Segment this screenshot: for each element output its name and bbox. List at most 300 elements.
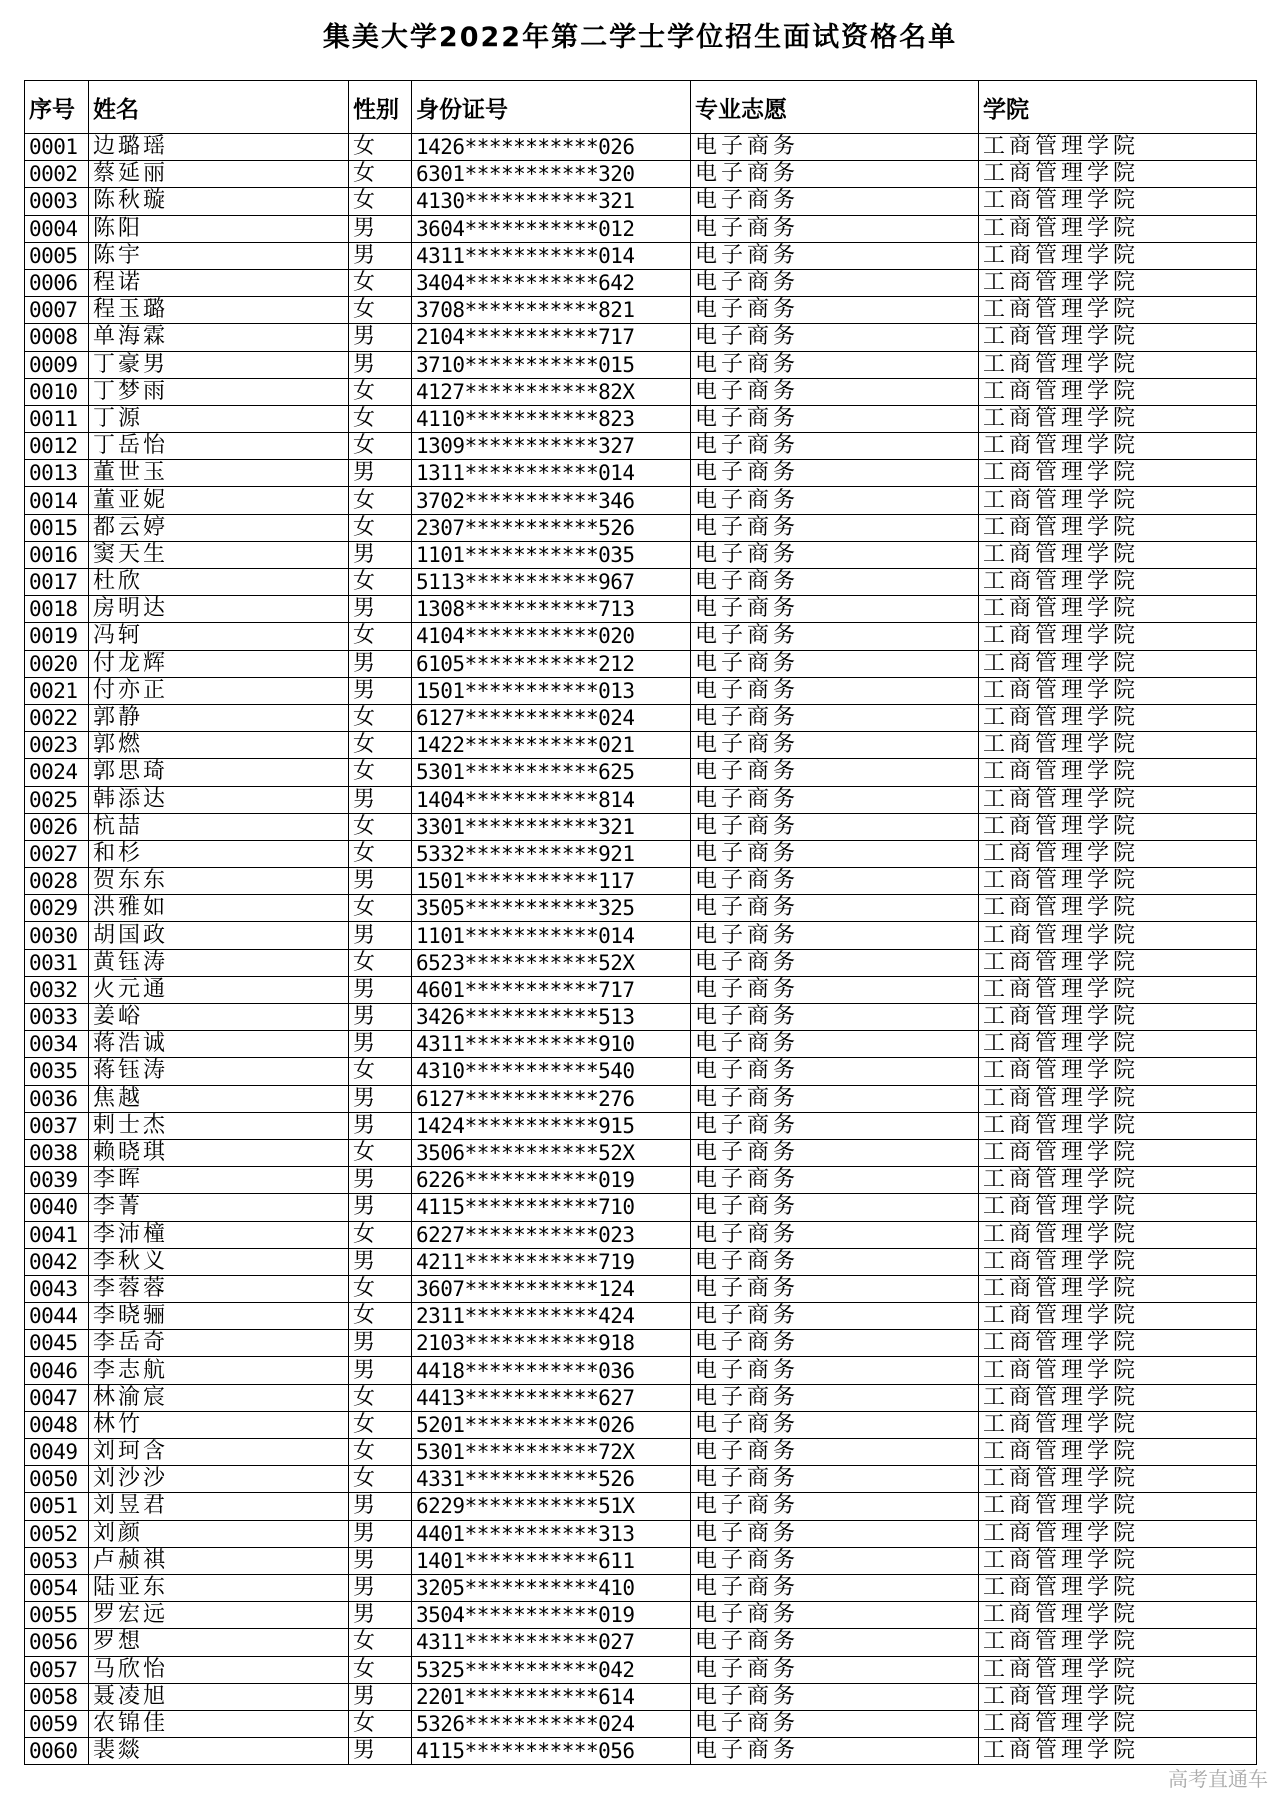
cell-name: 郭思琦 [89, 759, 349, 786]
cell-name: 马欣怡 [89, 1656, 349, 1683]
cell-gender: 女 [349, 623, 412, 650]
cell-seq: 0047 [25, 1384, 89, 1411]
cell-seq: 0056 [25, 1629, 89, 1656]
cell-major: 电子商务 [691, 1303, 979, 1330]
cell-seq: 0018 [25, 596, 89, 623]
cell-college: 工商管理学院 [979, 351, 1257, 378]
cell-major: 电子商务 [691, 569, 979, 596]
cell-gender: 女 [349, 161, 412, 188]
cell-major: 电子商务 [691, 514, 979, 541]
cell-major: 电子商务 [691, 1330, 979, 1357]
cell-college: 工商管理学院 [979, 460, 1257, 487]
cell-id-number: 1401***********611 [412, 1547, 691, 1574]
cell-gender: 男 [349, 1683, 412, 1710]
cell-id-number: 4601***********717 [412, 976, 691, 1003]
cell-id-number: 1501***********013 [412, 677, 691, 704]
cell-major: 电子商务 [691, 596, 979, 623]
cell-gender: 男 [349, 1738, 412, 1765]
cell-id-number: 1101***********014 [412, 922, 691, 949]
cell-id-number: 2201***********614 [412, 1683, 691, 1710]
cell-seq: 0010 [25, 378, 89, 405]
cell-id-number: 4401***********313 [412, 1520, 691, 1547]
cell-seq: 0044 [25, 1303, 89, 1330]
cell-id-number: 5332***********921 [412, 840, 691, 867]
cell-gender: 男 [349, 976, 412, 1003]
cell-name: 杜欣 [89, 569, 349, 596]
cell-gender: 女 [349, 269, 412, 296]
cell-seq: 0042 [25, 1248, 89, 1275]
cell-college: 工商管理学院 [979, 1656, 1257, 1683]
cell-gender: 女 [349, 1058, 412, 1085]
cell-major: 电子商务 [691, 1574, 979, 1601]
cell-gender: 女 [349, 433, 412, 460]
table-row [25, 1547, 1257, 1574]
cell-name: 董亚妮 [89, 487, 349, 514]
cell-seq: 0005 [25, 242, 89, 269]
cell-name: 程诺 [89, 269, 349, 296]
cell-major: 电子商务 [691, 868, 979, 895]
cell-college: 工商管理学院 [979, 297, 1257, 324]
table-row [25, 1738, 1257, 1765]
cell-major: 电子商务 [691, 1547, 979, 1574]
cell-name: 李晓骊 [89, 1303, 349, 1330]
cell-major: 电子商务 [691, 297, 979, 324]
cell-college: 工商管理学院 [979, 1574, 1257, 1601]
cell-seq: 0052 [25, 1520, 89, 1547]
table-row [25, 1520, 1257, 1547]
cell-college: 工商管理学院 [979, 1683, 1257, 1710]
cell-name: 陆亚东 [89, 1574, 349, 1601]
cell-seq: 0043 [25, 1275, 89, 1302]
cell-seq: 0039 [25, 1167, 89, 1194]
cell-gender: 女 [349, 569, 412, 596]
cell-college: 工商管理学院 [979, 1547, 1257, 1574]
watermark-text: 高考直通车 [1168, 1767, 1268, 1791]
cell-name: 黄钰涛 [89, 949, 349, 976]
cell-major: 电子商务 [691, 1031, 979, 1058]
cell-seq: 0007 [25, 297, 89, 324]
cell-id-number: 4311***********014 [412, 242, 691, 269]
table-row [25, 1466, 1257, 1493]
cell-major: 电子商务 [691, 188, 979, 215]
cell-name: 蔡延丽 [89, 161, 349, 188]
table-row [25, 1004, 1257, 1031]
cell-name: 裴燚 [89, 1738, 349, 1765]
cell-name: 陈阳 [89, 215, 349, 242]
cell-major: 电子商务 [691, 269, 979, 296]
cell-major: 电子商务 [691, 732, 979, 759]
cell-id-number: 3710***********015 [412, 351, 691, 378]
header-major: 专业志愿 [691, 81, 979, 134]
table-header-row [25, 81, 1257, 134]
cell-college: 工商管理学院 [979, 1330, 1257, 1357]
table-row [25, 1031, 1257, 1058]
cell-seq: 0041 [25, 1221, 89, 1248]
cell-college: 工商管理学院 [979, 1194, 1257, 1221]
table-row [25, 1139, 1257, 1166]
cell-id-number: 4115***********056 [412, 1738, 691, 1765]
cell-id-number: 2103***********918 [412, 1330, 691, 1357]
cell-major: 电子商务 [691, 324, 979, 351]
cell-gender: 女 [349, 759, 412, 786]
cell-id-number: 3404***********642 [412, 269, 691, 296]
cell-college: 工商管理学院 [979, 1466, 1257, 1493]
cell-seq: 0038 [25, 1139, 89, 1166]
cell-college: 工商管理学院 [979, 1629, 1257, 1656]
table-row [25, 732, 1257, 759]
cell-name: 窦天生 [89, 541, 349, 568]
cell-major: 电子商务 [691, 1656, 979, 1683]
table-row [25, 433, 1257, 460]
cell-name: 丁岳怡 [89, 433, 349, 460]
cell-name: 冯轲 [89, 623, 349, 650]
cell-college: 工商管理学院 [979, 868, 1257, 895]
cell-name: 李岳奇 [89, 1330, 349, 1357]
cell-seq: 0037 [25, 1112, 89, 1139]
cell-major: 电子商务 [691, 541, 979, 568]
cell-college: 工商管理学院 [979, 569, 1257, 596]
cell-id-number: 3506***********52X [412, 1139, 691, 1166]
cell-seq: 0040 [25, 1194, 89, 1221]
cell-id-number: 3607***********124 [412, 1275, 691, 1302]
cell-major: 电子商务 [691, 786, 979, 813]
cell-gender: 女 [349, 405, 412, 432]
cell-gender: 男 [349, 1330, 412, 1357]
cell-seq: 0021 [25, 677, 89, 704]
table-row [25, 1330, 1257, 1357]
cell-seq: 0032 [25, 976, 89, 1003]
table-row [25, 1683, 1257, 1710]
cell-gender: 女 [349, 895, 412, 922]
table-row [25, 541, 1257, 568]
cell-gender: 男 [349, 215, 412, 242]
table-row [25, 1303, 1257, 1330]
cell-name: 李志航 [89, 1357, 349, 1384]
table-row [25, 596, 1257, 623]
cell-gender: 女 [349, 704, 412, 731]
cell-name: 洪雅如 [89, 895, 349, 922]
cell-major: 电子商务 [691, 840, 979, 867]
cell-college: 工商管理学院 [979, 1167, 1257, 1194]
cell-college: 工商管理学院 [979, 134, 1257, 161]
cell-id-number: 4127***********82X [412, 378, 691, 405]
table-row [25, 1574, 1257, 1601]
cell-id-number: 2307***********526 [412, 514, 691, 541]
cell-gender: 男 [349, 460, 412, 487]
cell-id-number: 5301***********625 [412, 759, 691, 786]
cell-major: 电子商务 [691, 1683, 979, 1710]
cell-gender: 女 [349, 378, 412, 405]
cell-college: 工商管理学院 [979, 378, 1257, 405]
cell-name: 李秋义 [89, 1248, 349, 1275]
cell-name: 陈宇 [89, 242, 349, 269]
table-row [25, 1656, 1257, 1683]
cell-id-number: 4418***********036 [412, 1357, 691, 1384]
cell-gender: 男 [349, 677, 412, 704]
page-title: 集美大学2022年第二学士学位招生面试资格名单 [322, 22, 958, 53]
table-row [25, 1194, 1257, 1221]
cell-major: 电子商务 [691, 1357, 979, 1384]
cell-college: 工商管理学院 [979, 405, 1257, 432]
table-row [25, 623, 1257, 650]
cell-college: 工商管理学院 [979, 623, 1257, 650]
cell-major: 电子商务 [691, 922, 979, 949]
cell-major: 电子商务 [691, 1493, 979, 1520]
cell-major: 电子商务 [691, 1167, 979, 1194]
table-row [25, 868, 1257, 895]
table-row [25, 1629, 1257, 1656]
cell-seq: 0027 [25, 840, 89, 867]
cell-name: 边璐瑶 [89, 134, 349, 161]
cell-college: 工商管理学院 [979, 1411, 1257, 1438]
cell-seq: 0006 [25, 269, 89, 296]
cell-seq: 0028 [25, 868, 89, 895]
header-name: 姓名 [89, 81, 349, 134]
cell-gender: 女 [349, 1275, 412, 1302]
cell-seq: 0033 [25, 1004, 89, 1031]
cell-id-number: 6523***********52X [412, 949, 691, 976]
cell-name: 丁豪男 [89, 351, 349, 378]
cell-college: 工商管理学院 [979, 732, 1257, 759]
cell-name: 李蓉蓉 [89, 1275, 349, 1302]
cell-name: 姜峪 [89, 1004, 349, 1031]
cell-seq: 0058 [25, 1683, 89, 1710]
cell-seq: 0013 [25, 460, 89, 487]
cell-seq: 0022 [25, 704, 89, 731]
cell-name: 林渝宸 [89, 1384, 349, 1411]
cell-seq: 0019 [25, 623, 89, 650]
cell-id-number: 2104***********717 [412, 324, 691, 351]
cell-seq: 0060 [25, 1738, 89, 1765]
cell-major: 电子商务 [691, 242, 979, 269]
cell-id-number: 1101***********035 [412, 541, 691, 568]
cell-major: 电子商务 [691, 1004, 979, 1031]
cell-id-number: 1501***********117 [412, 868, 691, 895]
cell-name: 李晖 [89, 1167, 349, 1194]
cell-seq: 0020 [25, 650, 89, 677]
table-row [25, 378, 1257, 405]
cell-gender: 男 [349, 1112, 412, 1139]
cell-id-number: 1426***********026 [412, 134, 691, 161]
cell-id-number: 1311***********014 [412, 460, 691, 487]
cell-seq: 0023 [25, 732, 89, 759]
cell-college: 工商管理学院 [979, 976, 1257, 1003]
cell-seq: 0001 [25, 134, 89, 161]
cell-id-number: 4331***********526 [412, 1466, 691, 1493]
table-row [25, 677, 1257, 704]
cell-college: 工商管理学院 [979, 1275, 1257, 1302]
cell-college: 工商管理学院 [979, 1139, 1257, 1166]
cell-major: 电子商务 [691, 1085, 979, 1112]
cell-gender: 女 [349, 188, 412, 215]
cell-seq: 0049 [25, 1439, 89, 1466]
table-row [25, 405, 1257, 432]
cell-id-number: 1309***********327 [412, 433, 691, 460]
cell-gender: 男 [349, 650, 412, 677]
cell-name: 陈秋璇 [89, 188, 349, 215]
cell-id-number: 3301***********321 [412, 813, 691, 840]
cell-major: 电子商务 [691, 1411, 979, 1438]
cell-seq: 0057 [25, 1656, 89, 1683]
cell-college: 工商管理学院 [979, 1520, 1257, 1547]
cell-major: 电子商务 [691, 650, 979, 677]
cell-major: 电子商务 [691, 460, 979, 487]
cell-college: 工商管理学院 [979, 786, 1257, 813]
cell-seq: 0002 [25, 161, 89, 188]
cell-college: 工商管理学院 [979, 704, 1257, 731]
cell-name: 刘昱君 [89, 1493, 349, 1520]
cell-name: 农锦佳 [89, 1710, 349, 1737]
cell-name: 房明达 [89, 596, 349, 623]
cell-seq: 0008 [25, 324, 89, 351]
cell-seq: 0017 [25, 569, 89, 596]
cell-id-number: 3205***********410 [412, 1574, 691, 1601]
cell-name: 李沛橦 [89, 1221, 349, 1248]
table-row [25, 1411, 1257, 1438]
header-seq: 序号 [25, 81, 89, 134]
cell-id-number: 4115***********710 [412, 1194, 691, 1221]
cell-id-number: 4311***********910 [412, 1031, 691, 1058]
cell-id-number: 4310***********540 [412, 1058, 691, 1085]
table-row [25, 215, 1257, 242]
cell-name: 和杉 [89, 840, 349, 867]
cell-name: 杭喆 [89, 813, 349, 840]
cell-seq: 0054 [25, 1574, 89, 1601]
cell-seq: 0016 [25, 541, 89, 568]
cell-major: 电子商务 [691, 1602, 979, 1629]
cell-college: 工商管理学院 [979, 596, 1257, 623]
cell-major: 电子商务 [691, 215, 979, 242]
table-row [25, 1357, 1257, 1384]
cell-gender: 女 [349, 1629, 412, 1656]
cell-major: 电子商务 [691, 405, 979, 432]
cell-gender: 女 [349, 732, 412, 759]
cell-college: 工商管理学院 [979, 1031, 1257, 1058]
table-row [25, 976, 1257, 1003]
cell-name: 蒋钰涛 [89, 1058, 349, 1085]
cell-id-number: 5113***********967 [412, 569, 691, 596]
table-row [25, 949, 1257, 976]
cell-id-number: 4413***********627 [412, 1384, 691, 1411]
cell-id-number: 3702***********346 [412, 487, 691, 514]
cell-id-number: 3708***********821 [412, 297, 691, 324]
cell-college: 工商管理学院 [979, 161, 1257, 188]
interview-eligibility-table [24, 80, 1257, 1765]
cell-college: 工商管理学院 [979, 1248, 1257, 1275]
cell-gender: 男 [349, 868, 412, 895]
cell-name: 刘颜 [89, 1520, 349, 1547]
cell-gender: 女 [349, 487, 412, 514]
table-row [25, 514, 1257, 541]
table-row [25, 188, 1257, 215]
cell-id-number: 5201***********026 [412, 1411, 691, 1438]
cell-name: 丁梦雨 [89, 378, 349, 405]
cell-gender: 女 [349, 297, 412, 324]
cell-gender: 女 [349, 1710, 412, 1737]
cell-name: 付龙辉 [89, 650, 349, 677]
cell-name: 董世玉 [89, 460, 349, 487]
cell-id-number: 6229***********51X [412, 1493, 691, 1520]
cell-name: 焦越 [89, 1085, 349, 1112]
cell-seq: 0012 [25, 433, 89, 460]
cell-major: 电子商务 [691, 1275, 979, 1302]
cell-seq: 0048 [25, 1411, 89, 1438]
cell-name: 刘沙沙 [89, 1466, 349, 1493]
cell-gender: 男 [349, 351, 412, 378]
cell-id-number: 5301***********72X [412, 1439, 691, 1466]
cell-id-number: 3505***********325 [412, 895, 691, 922]
cell-gender: 男 [349, 1167, 412, 1194]
cell-seq: 0036 [25, 1085, 89, 1112]
header-gender: 性别 [349, 81, 412, 134]
cell-gender: 女 [349, 1139, 412, 1166]
cell-id-number: 6226***********019 [412, 1167, 691, 1194]
cell-college: 工商管理学院 [979, 487, 1257, 514]
cell-name: 赖晓琪 [89, 1139, 349, 1166]
cell-college: 工商管理学院 [979, 1303, 1257, 1330]
cell-name: 付亦正 [89, 677, 349, 704]
cell-id-number: 3504***********019 [412, 1602, 691, 1629]
cell-college: 工商管理学院 [979, 840, 1257, 867]
cell-major: 电子商务 [691, 1629, 979, 1656]
cell-college: 工商管理学院 [979, 1085, 1257, 1112]
cell-gender: 男 [349, 1602, 412, 1629]
cell-gender: 男 [349, 1031, 412, 1058]
cell-id-number: 5325***********042 [412, 1656, 691, 1683]
cell-major: 电子商务 [691, 1112, 979, 1139]
cell-gender: 女 [349, 1656, 412, 1683]
cell-gender: 男 [349, 1004, 412, 1031]
cell-college: 工商管理学院 [979, 759, 1257, 786]
table-row [25, 1248, 1257, 1275]
header-id-number: 身份证号 [412, 81, 691, 134]
table-row [25, 1085, 1257, 1112]
table-row [25, 759, 1257, 786]
cell-major: 电子商务 [691, 759, 979, 786]
cell-college: 工商管理学院 [979, 1602, 1257, 1629]
cell-seq: 0055 [25, 1602, 89, 1629]
cell-gender: 女 [349, 840, 412, 867]
table-row [25, 487, 1257, 514]
table-row [25, 1384, 1257, 1411]
cell-id-number: 2311***********424 [412, 1303, 691, 1330]
cell-seq: 0029 [25, 895, 89, 922]
cell-gender: 男 [349, 242, 412, 269]
cell-gender: 男 [349, 1085, 412, 1112]
cell-name: 胡国政 [89, 922, 349, 949]
cell-seq: 0031 [25, 949, 89, 976]
cell-gender: 男 [349, 922, 412, 949]
cell-seq: 0045 [25, 1330, 89, 1357]
table-row [25, 1493, 1257, 1520]
cell-major: 电子商务 [691, 813, 979, 840]
cell-gender: 男 [349, 1574, 412, 1601]
table-row [25, 242, 1257, 269]
table-row [25, 269, 1257, 296]
cell-id-number: 1424***********915 [412, 1112, 691, 1139]
cell-gender: 男 [349, 1547, 412, 1574]
cell-name: 单海霖 [89, 324, 349, 351]
cell-gender: 男 [349, 541, 412, 568]
cell-college: 工商管理学院 [979, 650, 1257, 677]
cell-college: 工商管理学院 [979, 188, 1257, 215]
cell-name: 贺东东 [89, 868, 349, 895]
cell-major: 电子商务 [691, 351, 979, 378]
cell-college: 工商管理学院 [979, 1384, 1257, 1411]
cell-college: 工商管理学院 [979, 1439, 1257, 1466]
table-row [25, 1221, 1257, 1248]
cell-major: 电子商务 [691, 433, 979, 460]
